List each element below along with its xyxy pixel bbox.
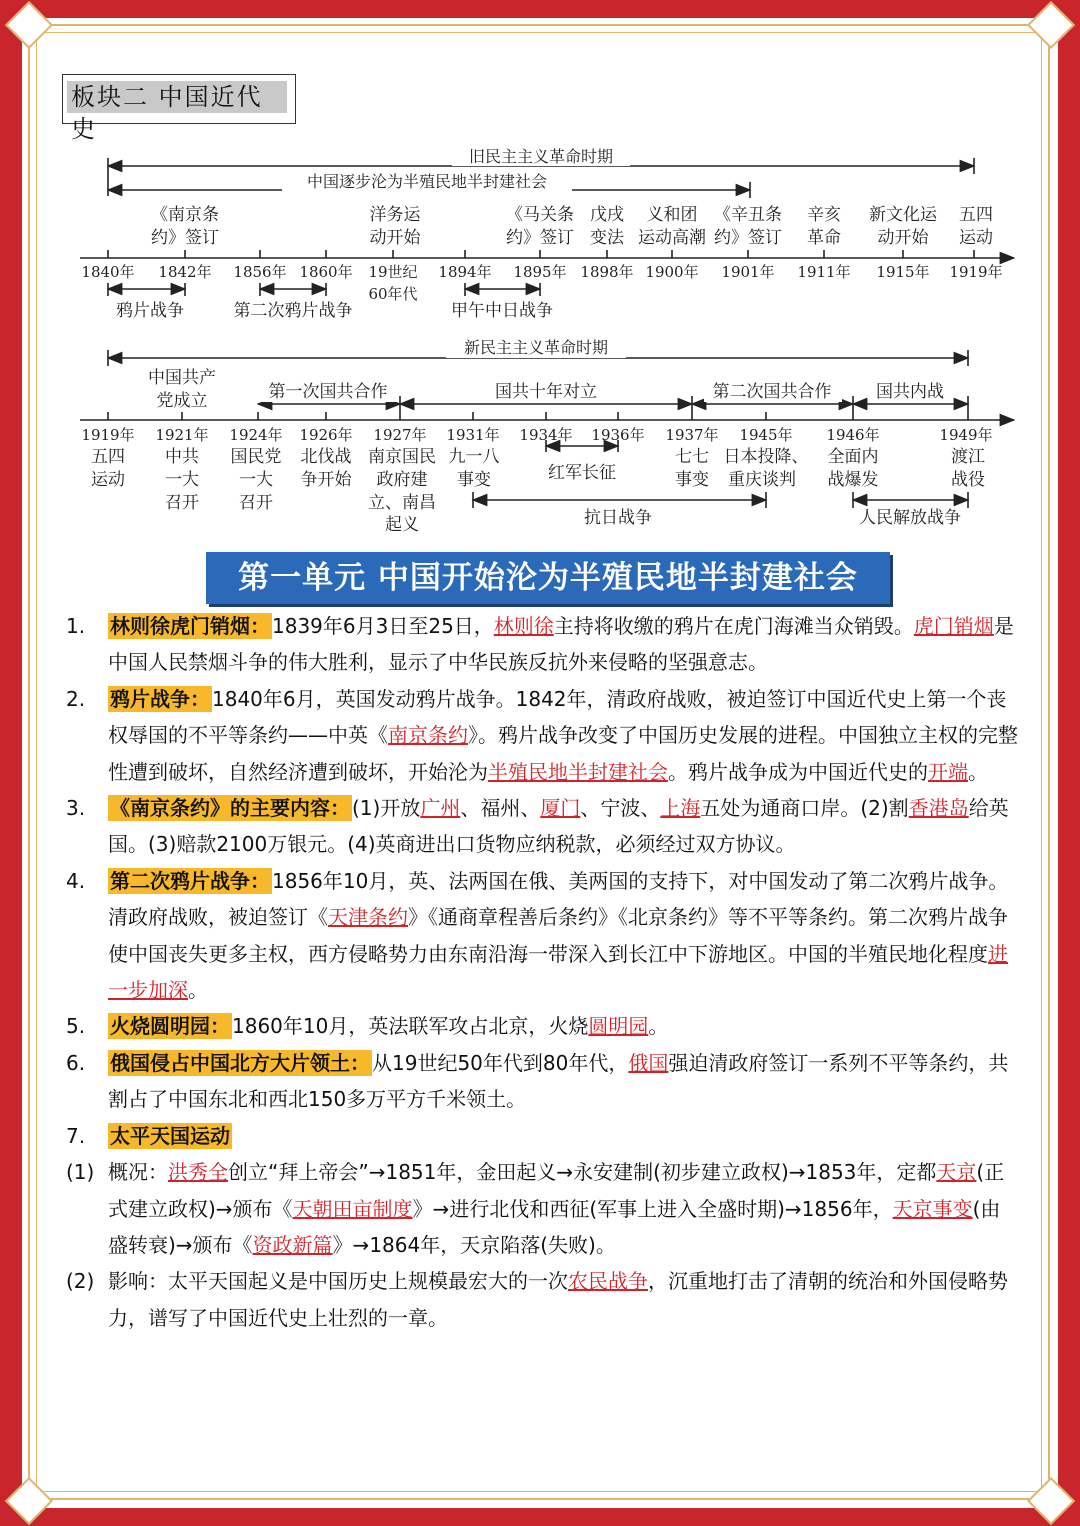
year-label: 1860年 (299, 263, 353, 281)
key-term: 资政新篇 (252, 1232, 333, 1257)
event-label: 五四 (91, 447, 125, 467)
period-label: 中国逐步沦为半殖民地半封建社会 (306, 172, 548, 191)
event-label: 召开 (165, 493, 199, 513)
content-list (60, 608, 1020, 1336)
phase-label: 第一次国共合作 (268, 382, 388, 402)
event-label: 渡江 (951, 447, 985, 467)
event-label: 战爆发 (827, 470, 879, 490)
list-item (60, 790, 1020, 863)
year-label: 1842年 (158, 263, 212, 281)
item-text: (正式建立政权)→颁布《 (108, 1160, 1005, 1221)
year-label: 19世纪 (368, 263, 418, 281)
war-label: 甲午中日战争 (451, 301, 553, 321)
event-label: 《南京条 (151, 205, 219, 225)
event-label: 辛亥 (807, 205, 841, 225)
item-text: 》《通商章程善后条约》《北京条约》等不平等条约。第二次鸦片战争使中国丧失更多主权，西方侵略势力由东南沿海一带深入到长江中下游地区。中国的半殖民地化程度 (108, 905, 1008, 966)
item-text: 五处为通商口岸。(2)割 (700, 796, 909, 821)
item-text: 是中国人民禁烟斗争的伟大胜利，显示了中华民族反抗外来侵略的坚强意志。 (108, 614, 1014, 675)
key-term: 农民战争 (568, 1269, 648, 1294)
key-term: 洪秀全 (168, 1160, 228, 1185)
event-label: 新文化运 (869, 205, 937, 225)
item-heading: 林则徐虎门销烟： (110, 614, 270, 638)
item-number: 6. (66, 1050, 86, 1075)
key-term: 天朝田亩制度 (292, 1196, 413, 1221)
item-number: 7. (66, 1123, 86, 1148)
event-label: 《辛丑条 (714, 205, 782, 225)
year-label: 1936年 (591, 426, 645, 444)
item-text: ，沉重地打击了清朝的统治和外国侵略势力，谱写了中国近代史上壮烈的一章。 (108, 1269, 1008, 1330)
item-heading: 火烧圆明园： (110, 1014, 230, 1039)
event-label: 运动 (959, 228, 993, 248)
year-label: 1919年 (81, 426, 135, 444)
phase-label: 国共内战 (876, 382, 944, 402)
key-term: 俄国 (628, 1050, 669, 1075)
year-label: 1931年 (446, 426, 500, 444)
year-label: 1924年 (229, 426, 283, 444)
item-text: 创立“拜上帝会”→1851年，金田起义→永安建制(初步建立政权)→1853年，定都 (228, 1160, 937, 1185)
event-label: 义和团 (646, 205, 698, 225)
item-number: 1. (66, 614, 86, 638)
event-label: 一大 (239, 470, 273, 490)
event-label: 争开始 (300, 470, 352, 490)
item-text: 影响：太平天国起义是中国历史上规模最宏大的一次 (108, 1269, 568, 1294)
event-label: 北伐战 (300, 447, 352, 467)
list-item (60, 1008, 1020, 1044)
item-text: 、福州、 (460, 796, 541, 821)
event-label: 五四 (959, 205, 993, 225)
item-text: 给英国。(3)赔款2100万银元。(4)英商进出口货物应纳税款，必须经过双方协议。 (108, 796, 1009, 857)
year-label: 1898年 (580, 263, 634, 281)
item-text: 》。鸦片战争改变了中国历史发展的进程。中国独立主权的完整性遭到破坏，自然经济遭到破坏，开始沦为 (108, 723, 1018, 784)
event-label: 全面内 (827, 447, 879, 467)
event-label: 红军长征 (548, 463, 616, 483)
item-text: 概况： (108, 1160, 168, 1185)
list-item (60, 1263, 1020, 1336)
phase-label: 党成立 (156, 391, 208, 411)
item-number: (2) (66, 1269, 95, 1294)
item-text: 。鸦片战争成为中国近代史的 (668, 759, 928, 784)
period-label: 新民主主义革命时期 (463, 338, 609, 357)
item-text: (1)开放 (352, 796, 421, 821)
key-term: 进一步加深 (108, 941, 1008, 1003)
section-tag-label: 板块二 中国近代史 (67, 81, 287, 113)
item-text: 从19世纪50年代到80年代， (372, 1050, 629, 1075)
item-text: 、宁波、 (580, 796, 661, 821)
year-label: 1840年 (81, 263, 135, 281)
event-label: 洋务运 (369, 205, 421, 225)
item-heading: 《南京条约》的主要内容： (110, 796, 350, 821)
event-label: 戊戌 (590, 205, 624, 225)
key-term: 香港岛 (908, 796, 969, 821)
key-term: 天津条约 (328, 905, 408, 930)
event-label: 起义 (385, 515, 419, 535)
event-label: 日本投降、 (723, 447, 809, 467)
item-text: 》→进行北伐和西征(军事上进入全盛时期)→1856年， (412, 1196, 893, 1221)
timeline-diagram (0, 0, 1080, 560)
year-label: 1946年 (826, 426, 880, 444)
event-label: 南京国民 (368, 447, 436, 467)
item-heading: 俄国侵占中国北方大片领土： (110, 1050, 370, 1075)
event-label: 运动 (91, 470, 125, 490)
item-text: 。 (648, 1014, 669, 1039)
key-term: 南京条约 (388, 723, 468, 748)
item-text: 主持将收缴的鸦片在虎门海滩当众销毁。 (553, 614, 914, 638)
item-heading: 第二次鸦片战争： (110, 868, 270, 893)
key-term: 厦门 (540, 796, 581, 821)
key-term: 广州 (420, 796, 461, 821)
year-label: 1921年 (155, 426, 209, 444)
event-label: 革命 (807, 228, 841, 248)
event-label: 七七 (675, 447, 709, 467)
event-label: 政府建 (376, 470, 428, 490)
key-term: 开端 (928, 759, 968, 784)
item-text: (由盛转衰)→颁布《 (108, 1196, 1001, 1257)
event-label: 召开 (239, 493, 273, 513)
item-text: 》→1864年，天京陷落(失败)。 (332, 1232, 616, 1257)
item-number: 2. (66, 686, 86, 711)
year-label: 1926年 (299, 426, 353, 444)
event-label: 事变 (675, 470, 709, 490)
list-item (60, 681, 1020, 790)
event-label: 约》签订 (714, 228, 782, 248)
key-term: 上海 (660, 796, 701, 821)
event-label: 重庆谈判 (728, 470, 796, 490)
key-term: 圆明园 (588, 1014, 649, 1039)
war-label: 抗日战争 (584, 508, 652, 528)
item-text: 。 (968, 759, 988, 784)
event-label: 约》签订 (151, 228, 219, 248)
event-label: 运动高潮 (638, 228, 706, 248)
item-text: 1839年6月3日至25日， (272, 614, 494, 638)
item-number: 5. (66, 1014, 86, 1039)
event-label: 国民党 (230, 447, 282, 467)
list-item (60, 608, 1020, 681)
event-label: 约》签订 (506, 228, 574, 248)
item-number: 3. (66, 796, 86, 821)
event-label: 中共 (165, 447, 199, 467)
year-label: 1895年 (513, 263, 567, 281)
year-label: 1911年 (797, 263, 851, 281)
event-label: 九一八 (448, 447, 500, 467)
list-item (60, 863, 1020, 1009)
year-label: 1915年 (876, 263, 930, 281)
event-label: 《马关条 (506, 205, 574, 225)
event-label: 一大 (165, 470, 199, 490)
year-label: 1919年 (949, 263, 1003, 281)
event-label: 动开始 (369, 228, 421, 248)
year-label: 1945年 (739, 426, 793, 444)
key-term: 林则徐 (493, 614, 554, 638)
list-item (60, 1045, 1020, 1118)
year-label: 1934年 (519, 426, 573, 444)
year-label: 1856年 (233, 263, 287, 281)
year-label: 1901年 (721, 263, 775, 281)
phase-label: 中国共产 (148, 368, 216, 388)
event-label: 战役 (951, 470, 985, 490)
list-item (60, 1154, 1020, 1263)
key-term: 虎门销烟 (913, 614, 994, 638)
item-heading: 鸦片战争： (110, 686, 210, 711)
year-label: 1927年 (373, 426, 427, 444)
phase-label: 第二次国共合作 (712, 382, 832, 402)
war-label: 鸦片战争 (116, 301, 184, 321)
year-label: 1894年 (438, 263, 492, 281)
item-text: 1840年6月，英国发动鸦片战争。1842年，清政府战败，被迫签订中国近代史上第一个丧权辱国的不平等条约——中英《 (108, 686, 1007, 748)
unit-title-banner (206, 552, 890, 604)
phase-label: 国共十年对立 (495, 382, 597, 402)
item-number: 4. (66, 868, 86, 893)
item-text: 1860年10月，英法联军攻占北京，火烧 (232, 1014, 589, 1039)
key-term: 天京事变 (892, 1196, 973, 1221)
key-term: 半殖民地半封建社会 (488, 759, 668, 784)
event-label: 立、南昌 (368, 493, 436, 513)
item-text: 。 (188, 978, 208, 1003)
item-text: 强迫清政府签订一系列不平等条约，共割占了中国东北和西北150多万平方千米领土。 (108, 1050, 1009, 1112)
unit-title: 第一单元 中国开始沦为半殖民地半封建社会 (238, 560, 858, 596)
event-label: 事变 (457, 470, 491, 490)
year-label: 1949年 (939, 426, 993, 444)
item-number: (1) (66, 1160, 95, 1185)
item-heading: 太平天国运动 (110, 1123, 230, 1148)
war-label: 第二次鸦片战争 (233, 301, 353, 321)
period-label: 旧民主主义革命时期 (468, 147, 614, 166)
item-text: 1856年10月，英、法两国在俄、美两国的支持下，对中国发动了第二次鸦片战争。清政府战败，被迫签订《 (108, 868, 1009, 930)
year-label: 1937年 (665, 426, 719, 444)
war-label: 人民解放战争 (859, 508, 961, 528)
event-label: 变法 (590, 228, 624, 248)
event-label: 动开始 (877, 228, 929, 248)
key-term: 天京 (936, 1160, 977, 1185)
year-label: 1900年 (645, 263, 699, 281)
list-item (60, 1118, 1020, 1154)
year-label: 60年代 (368, 285, 418, 303)
